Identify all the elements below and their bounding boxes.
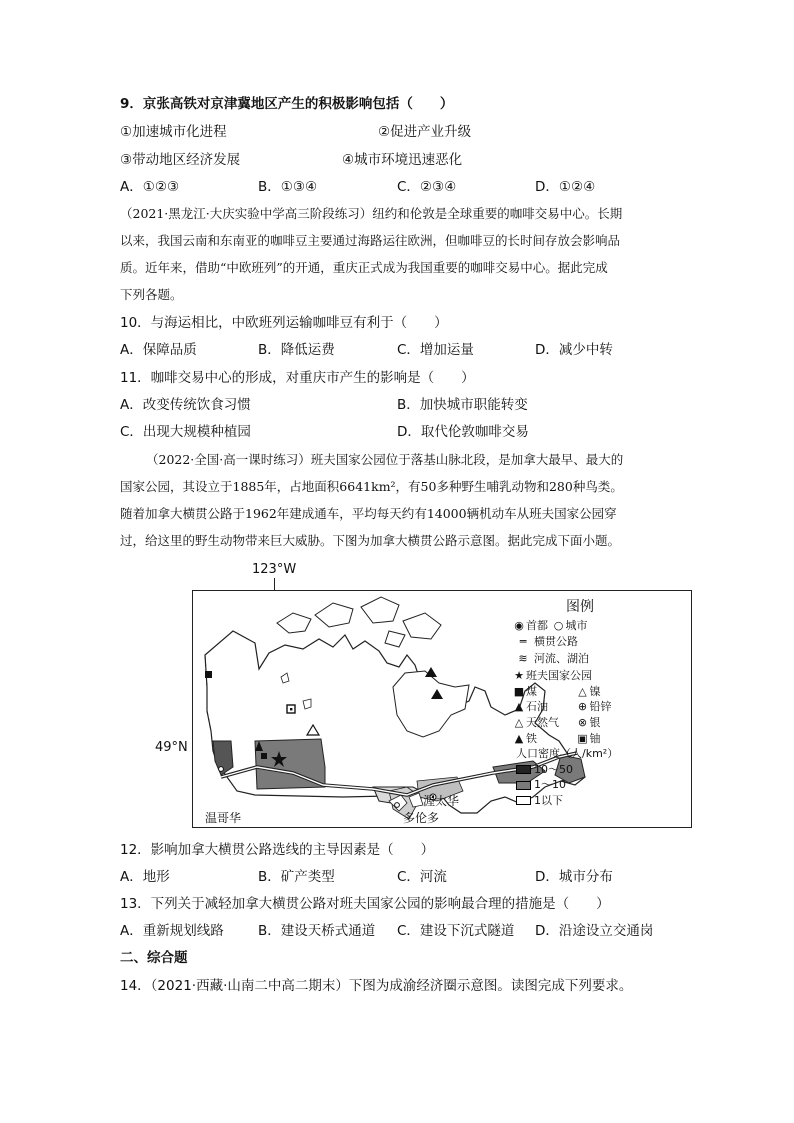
q9-item-3: ③带动地区经济发展 — [120, 152, 241, 168]
city-label-vancouver: 温哥华 — [205, 811, 242, 825]
map-legend — [512, 596, 688, 809]
q10-option-c: C．增加运量 — [397, 342, 474, 358]
q9-item-2: ②促进产业升级 — [378, 124, 472, 140]
q13-option-d: D．沿途设立交通岗 — [535, 923, 654, 939]
arctic-island — [385, 631, 405, 647]
q9-option-a: A．①②③ — [120, 179, 180, 195]
q13-options — [120, 921, 680, 941]
legend-row-highway — [512, 634, 688, 650]
density-10-50-swatch — [516, 765, 531, 774]
coal-symbol — [205, 671, 212, 678]
river-lake-icon: ≋ — [518, 652, 528, 666]
iron-icon: ▲ — [514, 731, 524, 745]
q13-stem: 13．下列关于减轻加拿大横贯公路对班夫国家公园的影响最合理的措施是（ ） — [120, 896, 610, 912]
q12-options — [120, 867, 680, 887]
capital-icon: ◉ — [514, 619, 524, 632]
q13-option-a: A．重新规划线路 — [120, 923, 224, 939]
passage2-line-4: 过，给这里的野生动物带来巨大威胁。下图为加拿大横贯公路示意图。据此完成下面小题。 — [120, 533, 621, 548]
q14-stem: 14．（2021·西藏·山南二中高二期末）下图为成渝经济圈示意图。读图完成下列要求。 — [120, 978, 633, 994]
q9-option-c: C．②③④ — [397, 179, 457, 195]
legend-capital-label: 首都 — [526, 619, 548, 632]
map-longitude-label: 123°W — [252, 562, 297, 577]
highway-icon: ═ — [519, 634, 527, 648]
legend-density-1-10 — [512, 777, 688, 793]
legend-density-1-10-label: 1～10 — [534, 778, 566, 792]
star-icon: ★ — [514, 669, 524, 683]
arctic-island — [277, 613, 311, 633]
legend-density-below-1 — [512, 793, 688, 809]
q12-stem: 12．影响加拿大横贯公路选线的主导因素是（ ） — [120, 842, 435, 858]
q10-option-b: B．降低运费 — [258, 342, 335, 358]
nickel-icon: △ — [578, 684, 587, 698]
legend-coal-label: 煤 — [526, 684, 537, 698]
q13-option-b: B．建设天桥式通道 — [258, 923, 376, 939]
city-icon: ○ — [553, 619, 564, 632]
legend-row-river — [512, 649, 688, 668]
density-1-10-swatch — [516, 781, 531, 790]
q10-options — [120, 340, 680, 360]
legend-density-below-1-label: 1以下 — [534, 793, 563, 807]
city-symbol — [219, 767, 224, 772]
passage2-line-1: （2022·全国·高一课时练习）班夫国家公园位于落基山脉北段，是加拿大最早、最大的 — [146, 452, 624, 467]
legend-iron-label: 铁 — [526, 731, 537, 745]
coal-icon: ■ — [513, 684, 525, 698]
density-below-1-swatch — [516, 796, 531, 805]
q10-option-d: D．减少中转 — [535, 342, 613, 358]
gas-icon: △ — [514, 715, 524, 729]
legend-row-oil-leadzinc — [512, 699, 688, 715]
passage1-line-2: 以来，我国云南和东南亚的咖啡豆主要通过海路运往欧洲，但咖啡豆的长时间存放会影响品 — [120, 233, 621, 248]
q11-option-c: C．出现大规模种植园 — [120, 424, 251, 440]
q10-stem: 10．与海运相比，中欧班列运输咖啡豆有利于（ ） — [120, 315, 448, 331]
lead-zinc-icon: ⊕ — [577, 700, 588, 714]
legend-nickel-label: 镍 — [589, 684, 601, 698]
passage1-line-4: 下列各题。 — [120, 287, 183, 302]
city-symbol — [395, 803, 400, 808]
legend-row-capital-city — [512, 618, 688, 634]
legend-row-park — [512, 668, 688, 684]
legend-density-title: 人口密度（人/km²） — [516, 747, 619, 761]
q12-option-b: B．矿产类型 — [258, 869, 335, 885]
city-label-ottawa: 渥太华 — [423, 794, 460, 808]
q9-option-b: B．①③④ — [258, 179, 318, 195]
q11-option-b: B．加快城市职能转变 — [397, 397, 528, 413]
legend-highway-label: 横贯公路 — [534, 634, 578, 648]
arctic-island — [403, 613, 441, 639]
legend-uranium-label: 铀 — [589, 731, 601, 745]
q9-option-d: D．①②④ — [535, 179, 596, 195]
legend-row-iron-uranium — [512, 731, 688, 747]
arctic-island — [315, 603, 353, 627]
passage1-line-3: 质。近年来，借助“中欧班列”的开通，重庆正式成为我国重要的咖啡交易中心。据此完成 — [120, 260, 608, 275]
city-label-toronto: 多伦多 — [403, 811, 440, 825]
q13-option-c: C．建设下沉式隧道 — [397, 923, 515, 939]
oil-icon: ▲ — [514, 700, 524, 714]
passage2-line-3: 随着加拿大横贯公路于1962年建成通车，平均每天约有14000辆机动车从班夫国家公园穿 — [120, 506, 617, 521]
q9-stem: 9．京张高铁对京津冀地区产生的积极影响包括（ ） — [120, 96, 454, 112]
map-latitude-label: 49°N — [155, 740, 188, 755]
arctic-island — [361, 597, 399, 623]
legend-title: 图例 — [566, 599, 594, 615]
uranium-icon: ▣ — [577, 731, 588, 745]
q12-option-d: D．城市分布 — [535, 869, 613, 885]
legend-density-10-50-label: 10～50 — [534, 762, 573, 776]
q11-stem: 11．咖啡交易中心的形成，对重庆市产生的影响是（ ） — [120, 370, 475, 386]
q9-item-1: ①加速城市化进程 — [120, 124, 227, 140]
section-2-heading: 二、综合题 — [120, 950, 188, 966]
q9-options — [120, 177, 680, 197]
legend-row-coal-nickel — [512, 684, 688, 700]
q12-option-a: A．地形 — [120, 869, 170, 885]
legend-park-label: 班夫国家公园 — [526, 669, 592, 683]
q11-options-row2 — [120, 422, 680, 442]
passage2-line-2: 国家公园，其设立于1885年，占地面积6641km²，有50多种野生哺乳动物和280种鸟类。 — [120, 479, 623, 494]
legend-river-label: 河流、湖泊 — [534, 652, 589, 666]
legend-oil-label: 石油 — [526, 700, 548, 714]
coal-symbol — [261, 753, 267, 759]
q11-option-a: A．改变传统饮食习惯 — [120, 397, 251, 413]
legend-lead-zinc-label: 铅锌 — [589, 700, 612, 714]
q11-options-row1 — [120, 395, 680, 415]
legend-gas-label: 天然气 — [526, 715, 559, 729]
legend-density-10-50 — [512, 762, 688, 778]
legend-silver-label: 银 — [589, 715, 601, 729]
q9-items-row1 — [120, 122, 680, 142]
silver-icon: ⊗ — [577, 715, 588, 729]
q9-item-4: ④城市环境迅速恶化 — [342, 152, 463, 168]
q12-option-c: C．河流 — [397, 869, 447, 885]
passage1-line-1: （2021·黑龙江·大庆实验中学高三阶段练习）纽约和伦敦是全球重要的咖啡交易中心。长期 — [120, 206, 623, 221]
legend-city-label: 城市 — [565, 619, 588, 632]
legend-row-gas-silver — [512, 715, 688, 731]
q10-option-a: A．保障品质 — [120, 342, 197, 358]
q11-option-d: D．取代伦敦咖啡交易 — [397, 424, 529, 440]
q9-items-row2 — [120, 150, 680, 170]
